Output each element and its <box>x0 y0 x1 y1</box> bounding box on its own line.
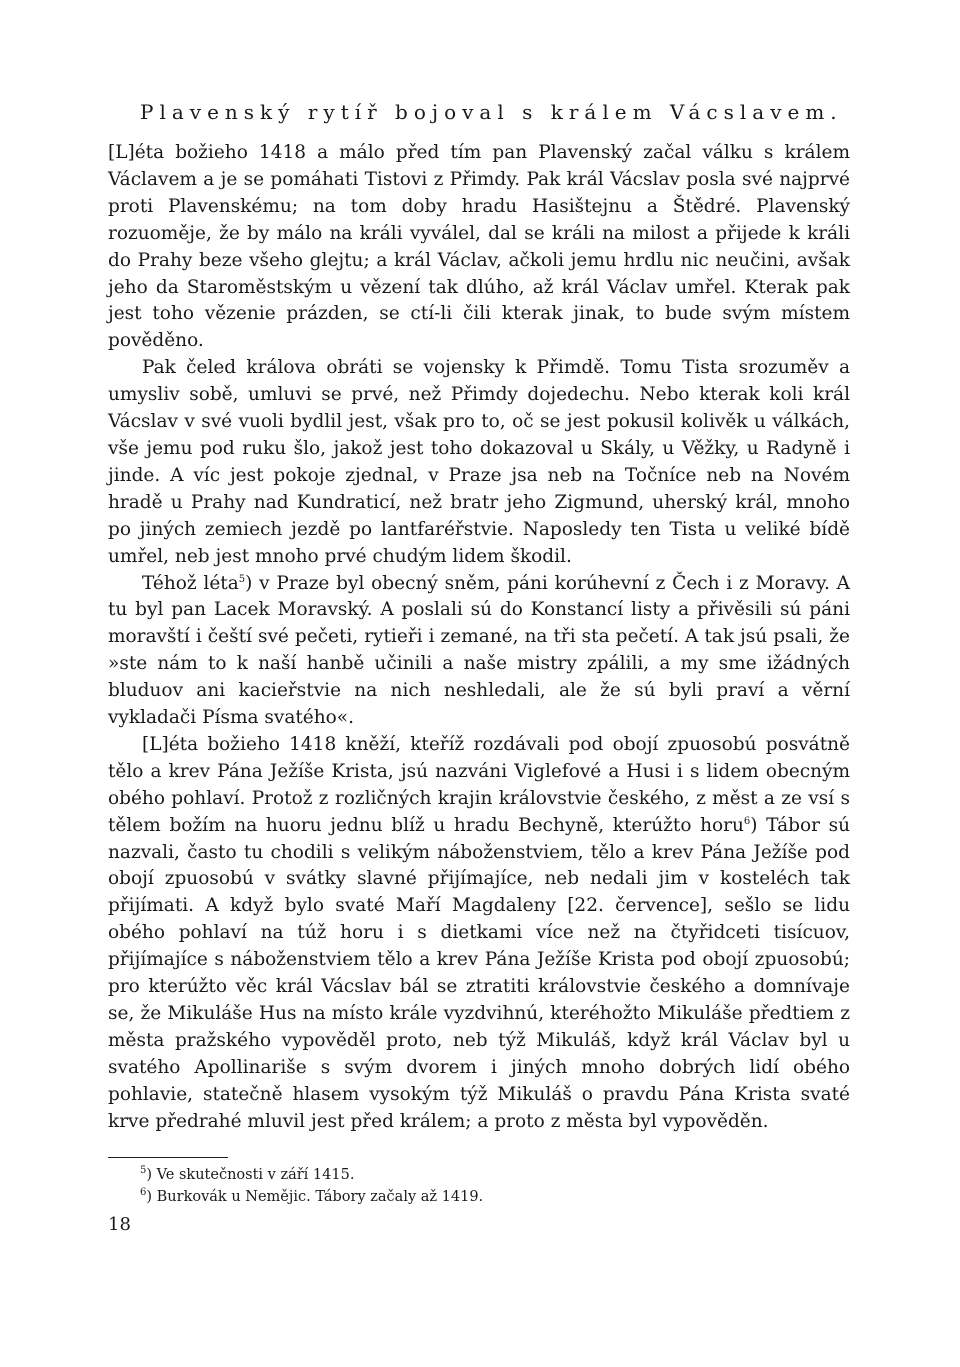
footnote-text: ) Ve skutečnosti v září 1415. <box>146 1167 355 1183</box>
footnote-text: ) Burkovák u Nemějic. Tábory začaly až 1419. <box>146 1189 484 1205</box>
paragraph-3-text-after: ) v Praze byl obecný sněm, páni korúhevní z Čech i z Moravy. A tu byl pan Lacek Moravský. A poslali sú do Konstancí listy a přivěsili sú páni moravští i čeští své pečeti, rytieři i zemané, na tři sta pečetí. A tak jsú psali, že »ste nám to k naší hanbě učinili a naše mistry zpálili, a my sme ižádných bluduov ani kacieřstvie na nich neshledali, ale že sú byli praví a věrní vykladači Písma svatého«. <box>108 572 850 729</box>
footnote-5 <box>140 1164 740 1186</box>
paragraph-2: Pak čeled králova obráti se vojensky k Přimdě. Tomu Tista srozuměv a umysliv sobě, umluvi se prvé, než Přimdy dojedechu. Nebo kterak koli král Vácslav v své vuoli bydlil jest, však pro to, oč se jest pokusil kolivěk u válkách, vše jemu pod ruku šlo, jakož jest toho dokazoval u Skály, u Věžky, u Radyně i jinde. A víc jest pokoje zjednal, v Praze jsa neb na Točníce neb na Novém hradě u Prahy nad Kundraticí, než bratr jeho Zigmund, uherský král, mnoho po jiných zemiech jezdě po lantfaréřstvie. Naposledy ten Tista u veliké bídě umřel, neb jest mnoho prvé chudým lidem škodil. <box>108 357 850 567</box>
footnote-reference-6: 6 <box>743 815 751 827</box>
footnotes <box>140 1164 740 1208</box>
footnote-mark: 5 <box>140 1165 147 1177</box>
paragraph-4-text-after: ) Tábor sú nazvali, často tu chodili s velikým náboženstviem, tělo a krev Pána Ježíše pod obojí zpuosobú v svátky slavné přijímajíce, neb nedali jim v kosteléch tak přijímati. A když bylo svaté Maří Magdaleny [22. července], sešlo se lidu obého pohlaví na túž horu i s dietkami více než na čtyřidceti tisícuov, přijímajíce s náboženstviem tělo a krev Pána Ježíše Krista pod obojí zpuosobú; pro kterúžto věc král Vácslav bál se ztratiti královstvie českého a domnívaje se, že Mikuláše Hus na místo krále vyzdvihnú, kteréhožto Mikuláše předtiem z města pražského vypověděl proto, neb týž Mikuláš, když král Václav byl u svatého Apollinariše s svým dvorem i jiných mnoho dobrých lidí obého pohlavie, statečně hlasem vysokým týž Mikuláš o pravdu Pána Krista svaté krve předrahé mluvil jest před králem; a proto z města byl vypověděn. <box>108 814 850 1132</box>
page-number: 18 <box>108 1214 131 1235</box>
footnote-6 <box>140 1186 740 1208</box>
footnote-reference-5: 5 <box>238 573 246 585</box>
paragraph-4-text-before: [L]éta božieho 1418 kněží, kteříž rozdávali pod obojí zpuosobú posvátně tělo a krev Pána Ježíše Krista, jsú nazváni Viglefové a Husi i s lidem obecným obého pohlaví. Protož z rozličných krajin královstvie českého, z měst a ze vsí s tělem božím na huoru jednu blíž u hradu Bechyně, kterúžto horu <box>108 733 850 836</box>
section-heading: Plavenský rytíř bojoval s králem Vácslavem. <box>140 100 843 124</box>
paragraph-3-text-before: Téhož léta <box>142 572 239 594</box>
paragraph-3 <box>108 571 850 732</box>
body-text <box>108 140 850 1136</box>
paragraph-1: [L]éta božieho 1418 a málo před tím pan Plavenský začal válku s králem Václavem a je se pomáhati Tistovi z Přimdy. Pak král Vácslav posla své najprvé proti Plavenskému; na tom doby hradu Hasištejnu a Štědré. Plavenský rozuoměje, že by málo na králi vyválel, dal se králi na milost a přijede k králi do Prahy beze všeho glejtu; a král Václav, ačkoli jemu hrdlu nic neučini, avšak jeho da Staroměstským u vězení tak dlúho, až král Václav umřel. Kterak pak jest toho vězenie prázden, se ctí-li čili kterak jinak, to bude svým místem pověděno. <box>108 142 850 352</box>
footnote-divider <box>108 1157 228 1158</box>
paragraph-4 <box>108 732 850 1136</box>
footnote-mark: 6 <box>140 1187 147 1199</box>
